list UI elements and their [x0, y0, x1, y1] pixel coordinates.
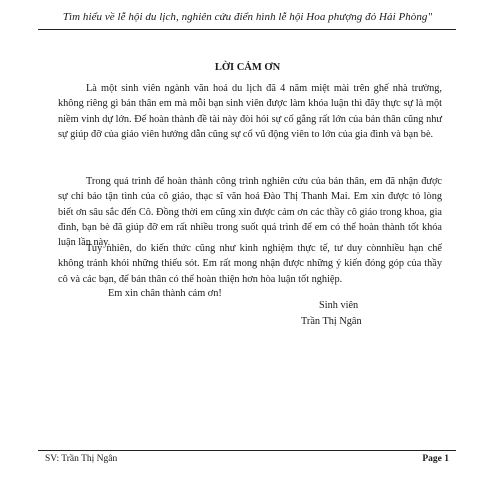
closing-line: Em xin chân thành cảm ơn! [108, 288, 222, 299]
page-header-title: Tìm hiểu về lễ hội du lịch, nghiên cứu điển hình lễ hội Hoa phượng đỏ Hải Phòng" [62, 11, 433, 23]
signature-name: Trần Thị Ngân [301, 316, 362, 327]
paragraph-2 [58, 174, 442, 250]
paragraph-1-text: Là một sinh viên ngành văn hoá du lịch đã 4 năm miệt mài trên ghế nhà trường, không riêng gì bản thân em mà mỗi bạn sinh viên được làm khóa luận thì đây thực sự là một niềm vinh dự lớn. Để hoàn thành đề tài này đòi hỏi sự cố gắng rất lớn của bản thân cũng như sự giúp đỡ của giáo viên hướng dẫn cũng sự cổ vũ động viên to lớn của gia đình và bạn bè. [58, 83, 442, 140]
footer-divider [38, 450, 456, 451]
paragraph-3-text: Tuy nhiên, do kiến thức cũng như kinh nghiệm thực tế, tư duy cònnhiều hạn chế không tránh khỏi những thiếu sót. Em rất mong nhận được những ý kiến đóng góp của thầy cô và các bạn, để bản thân có thể hoàn thiện hơn hòa luận tốt nghiệp. [58, 243, 442, 285]
paragraph-1 [58, 81, 442, 142]
paragraph-3 [58, 241, 442, 287]
document-heading: LỜI CẢM ƠN [214, 62, 281, 73]
footer-page-number: Page 1 [422, 454, 449, 464]
paragraph-2-text: Trong quá trình để hoàn thành công trình nghiên cứu của bản thân, em đã nhận được sự chỉ bảo tận tình của cô giáo, thạc sĩ văn hoá Đào Thị Thanh Mai. Em xin được tỏ lòng biết ơn sâu sắc đến Cô. Đồng thời em cũng xin được cảm ơn các thầy cô giáo trong khoa, gia đình, bạn bè đã giúp đỡ em rất nhiều trong suốt quá trình để em có thể hoàn thành tốt khóa luận lần này. [58, 176, 442, 249]
footer-author: SV: Trần Thị Ngân [45, 454, 118, 464]
header-divider [38, 29, 456, 30]
signature-role: Sinh viên [319, 300, 359, 311]
